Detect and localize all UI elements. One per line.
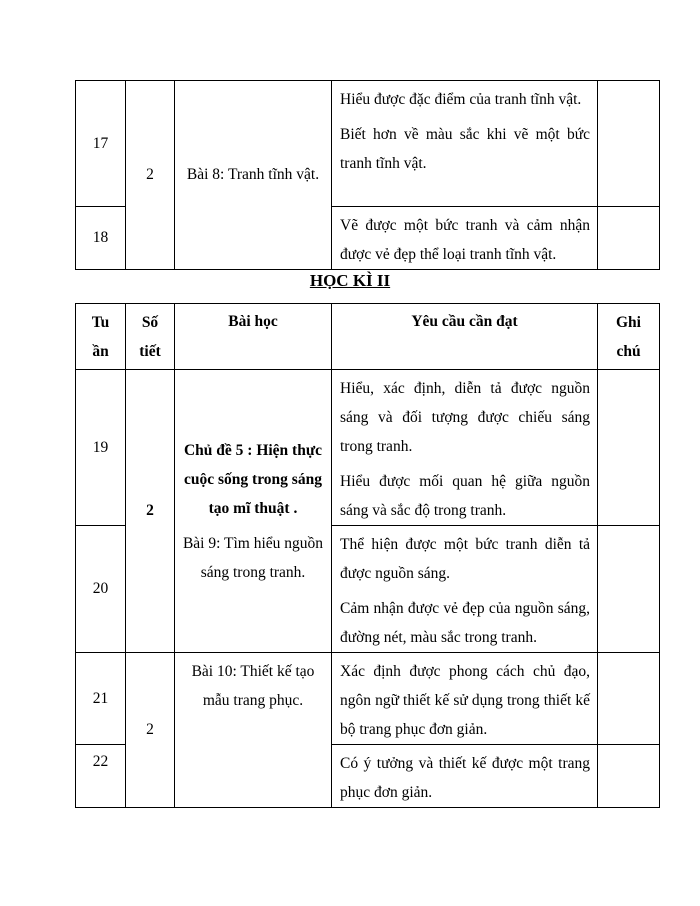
lesson-cell: Bài 10: Thiết kế tạo mẫu trang phục.	[175, 653, 332, 808]
table-row	[76, 81, 660, 207]
requirement-text: Hiểu được đặc điểm của tranh tĩnh vật.	[340, 91, 582, 108]
table-row	[76, 370, 660, 526]
periods-cell: 2	[126, 370, 175, 653]
header-lesson: Bài học	[175, 304, 332, 370]
schedule-table	[75, 303, 660, 808]
requirements-cell	[332, 207, 598, 270]
requirement-text: Biết hơn về màu sắc khi vẽ một bức tranh tĩnh vật.	[340, 126, 590, 172]
requirements-cell	[332, 653, 598, 745]
header-row	[76, 304, 660, 370]
periods-cell: 2	[126, 81, 175, 270]
requirements-cell	[332, 526, 598, 653]
header-notes: Ghi chú	[598, 304, 660, 370]
header-periods: Số tiết	[126, 304, 175, 370]
semester-title: HỌC KÌ II	[309, 271, 391, 290]
top-table	[75, 80, 660, 270]
week-cell: 21	[76, 653, 126, 745]
notes-cell	[598, 81, 660, 207]
notes-cell	[598, 370, 660, 526]
week-cell: 22	[76, 745, 126, 808]
requirement-text: Cảm nhận được vẻ đẹp của nguồn sáng, đường nét, màu sắc trong tranh.	[340, 600, 590, 646]
week-cell: 20	[76, 526, 126, 653]
requirement-text: Thể hiện được một bức tranh diễn tả được nguồn sáng.	[340, 536, 590, 582]
requirement-text: Hiểu được mối quan hệ giữa nguồn sáng và sắc độ trong tranh.	[340, 473, 590, 519]
topic-title: Chủ đề 5 : Hiện thực cuộc sống trong sáng tạo mĩ thuật .	[183, 441, 323, 517]
header-week: Tuần	[76, 304, 126, 370]
lesson-cell: Bài 8: Tranh tĩnh vật.	[175, 81, 332, 270]
notes-cell	[598, 745, 660, 808]
header-requirements: Yêu cầu cần đạt	[332, 304, 598, 370]
lesson-title: Bài 9: Tìm hiểu nguồn sáng trong tranh.	[182, 534, 324, 581]
table-row	[76, 653, 660, 745]
requirements-cell	[332, 745, 598, 808]
requirements-cell	[332, 81, 598, 207]
periods-cell: 2	[126, 653, 175, 808]
week-cell: 18	[76, 207, 126, 270]
requirements-cell	[332, 370, 598, 526]
requirement-text: Có ý tưởng và thiết kế được một trang phục đơn giản.	[340, 755, 590, 801]
requirement-text: Hiểu, xác định, diễn tả được nguồn sáng và đối tượng được chiếu sáng trong tranh.	[340, 380, 590, 455]
requirement-text: Vẽ được một bức tranh và cảm nhận được vẻ đẹp thể loại tranh tĩnh vật.	[340, 217, 590, 263]
requirement-text: Xác định được phong cách chủ đạo, ngôn ngữ thiết kế sử dụng trong thiết kế bộ trang phục đơn giản.	[340, 663, 590, 738]
week-cell: 17	[76, 81, 126, 207]
week-cell: 19	[76, 370, 126, 526]
notes-cell	[598, 207, 660, 270]
lesson-cell	[175, 370, 332, 653]
notes-cell	[598, 526, 660, 653]
notes-cell	[598, 653, 660, 745]
